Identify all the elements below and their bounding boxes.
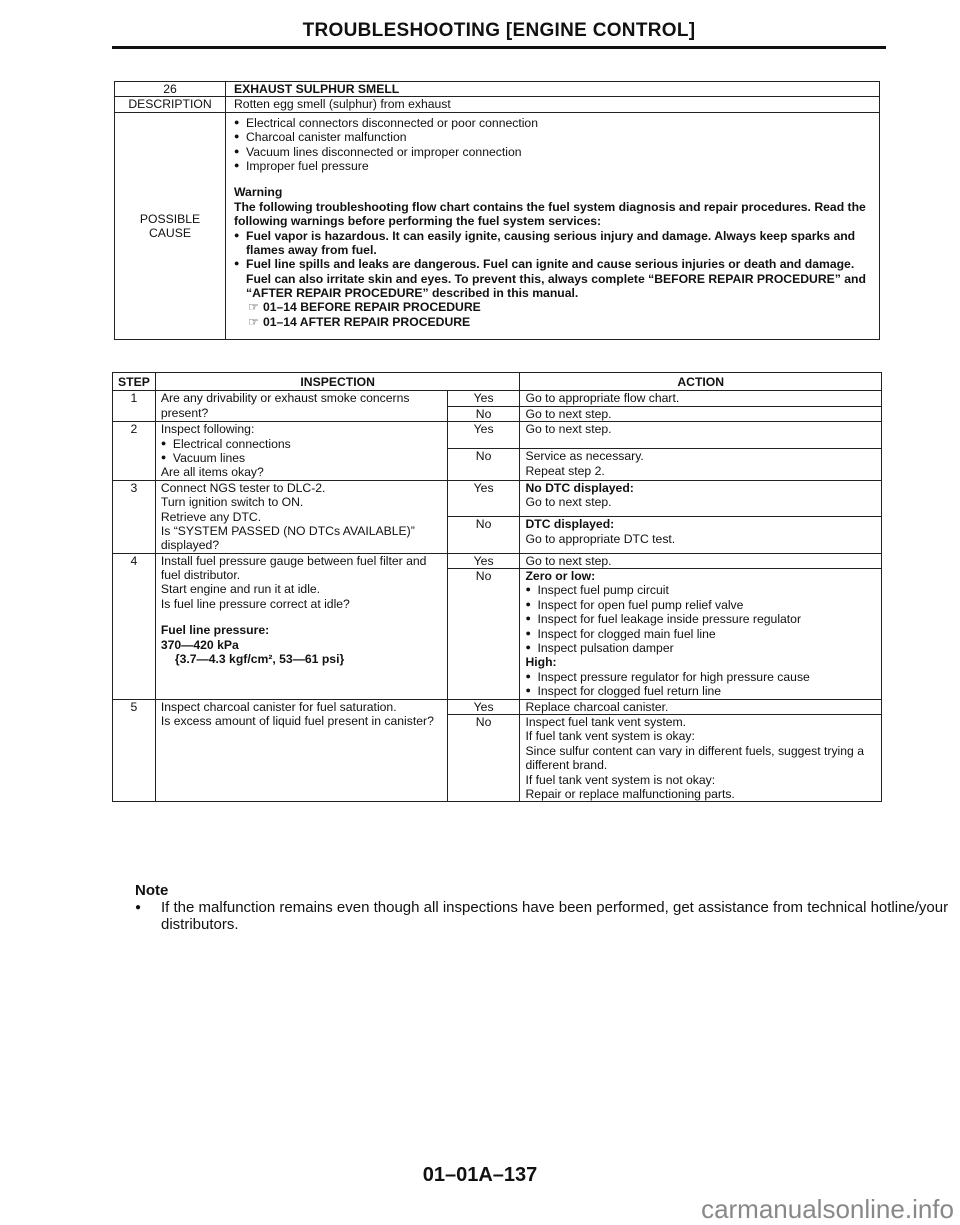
action-title: Zero or low: (525, 569, 596, 584)
action-item: ● Inspect pressure regulator for high pressure cause (525, 670, 876, 684)
inspection-table (112, 372, 882, 802)
action-yes (520, 480, 882, 516)
reference-text: 01–14 AFTER REPAIR PROCEDURE (262, 314, 471, 329)
action-list (525, 583, 876, 655)
inspection-line: Is excess amount of liquid fuel present in canister? (160, 713, 434, 728)
inspection-line: Retrieve any DTC. (160, 509, 262, 524)
action-list (525, 670, 876, 699)
header-inspection: INSPECTION (155, 373, 520, 391)
note-text: ● If the malfunction remains even though all inspections have been performed, get assistance from technical hotline/your distributors. (135, 899, 960, 933)
action-yes: Replace charcoal canister. (520, 699, 882, 714)
header-action: ACTION (520, 373, 882, 391)
action-no: Go to next step. (520, 406, 882, 421)
warning-item: ● Fuel vapor is hazardous. It can easily ignite, causing serious injury and damage. Always keep sparks and flames away from fuel. (234, 229, 874, 258)
action-line: Repeat step 2. (525, 463, 605, 478)
note-list (135, 899, 960, 933)
symptom-table (114, 81, 880, 340)
step-inspection: Are any drivability or exhaust smoke concerns present? (155, 391, 447, 422)
answer-no: No (447, 569, 520, 700)
possible-cause-content (226, 112, 880, 339)
step-number: 4 (113, 553, 156, 699)
inspection-line: Install fuel pressure gauge between fuel filter and fuel distributor. (160, 553, 427, 583)
action-yes: Go to next step. (520, 422, 882, 449)
cause-item: ● Improper fuel pressure (234, 159, 874, 173)
page-title: TROUBLESHOOTING [ENGINE CONTROL] (302, 20, 696, 41)
cause-item: ● Electrical connectors disconnected or poor connection (234, 116, 874, 130)
inspection-line: Is “SYSTEM PASSED (NO DTCs AVAILABLE)” displayed? (160, 523, 415, 553)
answer-yes: Yes (447, 391, 520, 406)
action-line: If fuel tank vent system is okay: (525, 729, 695, 744)
description-label: DESCRIPTION (115, 97, 226, 112)
note-title: Note (135, 882, 169, 899)
table-row (113, 480, 882, 516)
warning-list (234, 229, 874, 301)
table-row (113, 422, 882, 449)
action-item: ● Inspect for clogged fuel return line (525, 684, 876, 698)
answer-yes: Yes (447, 422, 520, 449)
warning-title: Warning (234, 185, 283, 200)
table-row (113, 699, 882, 714)
action-title: DTC displayed: (525, 517, 615, 532)
inspection-line: Start engine and run it at idle. (160, 582, 321, 597)
answer-no: No (447, 517, 520, 553)
cause-list (234, 116, 874, 174)
step-number: 1 (113, 391, 156, 422)
action-line: If fuel tank vent system is not okay: (525, 772, 716, 787)
inspection-item: ● Vacuum lines (161, 451, 442, 465)
step-number: 5 (113, 699, 156, 802)
action-item: ● Inspect fuel pump circuit (525, 583, 876, 597)
spec-value: 370—420 kPa (160, 637, 239, 652)
answer-yes: Yes (447, 480, 520, 516)
page-number: 01–01A–137 (422, 1164, 538, 1186)
note-block (135, 882, 960, 933)
action-item: ● Inspect for clogged main fuel line (525, 627, 876, 641)
action-line: Since sulfur content can vary in different fuels, suggest trying a different brand. (525, 743, 864, 773)
inspection-line: Connect NGS tester to DLC-2. (160, 480, 326, 495)
cause-item: ● Vacuum lines disconnected or improper connection (234, 145, 874, 159)
warning-block (234, 200, 874, 330)
answer-no: No (447, 714, 520, 801)
step-number: 3 (113, 480, 156, 553)
symptom-name: EXHAUST SULPHUR SMELL (226, 82, 880, 97)
reference-after (234, 315, 874, 329)
inspection-intro: Inspect following: (160, 422, 255, 437)
watermark: carmanualsonline.info (701, 1194, 954, 1224)
answer-no: No (447, 406, 520, 421)
action-no (520, 449, 882, 481)
action-line: Inspect fuel tank vent system. (525, 714, 687, 729)
possible-cause-label: POSSIBLE CAUSE (115, 112, 226, 339)
answer-yes: Yes (447, 699, 520, 714)
action-item: ● Inspect for open fuel pump relief valve (525, 598, 876, 612)
reference-icon: ☞ (248, 300, 259, 315)
action-line: Go to appropriate DTC test. (525, 531, 676, 546)
header-rule (112, 46, 886, 49)
action-no (520, 714, 882, 801)
action-no (520, 569, 882, 700)
warning-intro: The following troubleshooting flow chart contains the fuel system diagnosis and repair procedures. Read the following warnings before performing the fuel system services: (234, 199, 866, 229)
table-row (113, 391, 882, 406)
action-line: Go to next step. (525, 495, 612, 510)
action-yes: Go to next step. (520, 553, 882, 568)
answer-no: No (447, 449, 520, 481)
action-item: ● Inspect for fuel leakage inside pressure regulator (525, 612, 876, 626)
header-step: STEP (113, 373, 156, 391)
spec-alt: {3.7—4.3 kgf/cm², 53—61 psi} (174, 652, 345, 667)
reference-icon: ☞ (248, 314, 259, 329)
action-line: Repair or replace malfunctioning parts. (525, 786, 735, 801)
step-inspection (155, 553, 447, 699)
table-row (113, 553, 882, 568)
step-number: 2 (113, 422, 156, 481)
spec-label: Fuel line pressure: (160, 623, 270, 638)
inspection-question: Are all items okay? (160, 465, 264, 480)
inspection-list (161, 437, 442, 466)
cause-item: ● Charcoal canister malfunction (234, 130, 874, 144)
reference-before (234, 300, 874, 314)
inspection-line: Turn ignition switch to ON. (160, 495, 304, 510)
action-title: No DTC displayed: (525, 480, 634, 495)
symptom-number: 26 (115, 82, 226, 97)
description-text: Rotten egg smell (sulphur) from exhaust (226, 97, 880, 112)
action-item: ● Inspect pulsation damper (525, 641, 876, 655)
warning-item: ● Fuel line spills and leaks are dangerous. Fuel can ignite and cause serious injuries or death and damage. Fuel can also irritate skin and eyes. To prevent this, always complete “BEFORE REPAIR PROCEDURE” and “AFTER REPAIR PROCEDURE” described in this manual. (234, 257, 874, 300)
step-inspection (155, 422, 447, 481)
action-no (520, 517, 882, 553)
reference-text: 01–14 BEFORE REPAIR PROCEDURE (262, 300, 481, 315)
action-yes: Go to appropriate flow chart. (520, 391, 882, 406)
inspection-line: Is fuel line pressure correct at idle? (160, 596, 350, 611)
inspection-line: Inspect charcoal canister for fuel saturation. (160, 699, 397, 714)
step-inspection (155, 480, 447, 553)
answer-yes: Yes (447, 553, 520, 568)
action-line: Service as necessary. (525, 449, 644, 464)
step-inspection (155, 699, 447, 802)
inspection-item: ● Electrical connections (161, 437, 442, 451)
action-title: High: (525, 655, 557, 670)
